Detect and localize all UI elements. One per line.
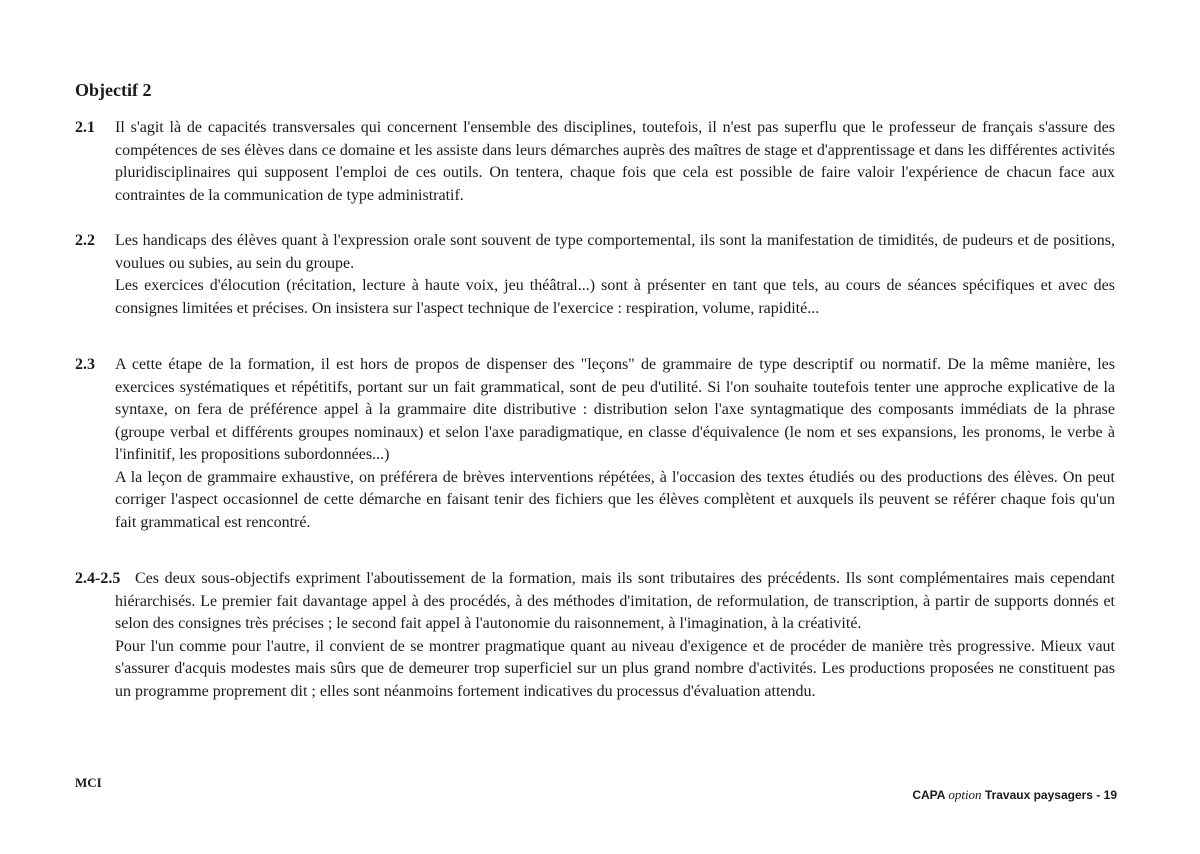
footer-prefix: CAPA [912,788,945,802]
section-number: 2.1 [75,119,95,136]
paragraph: A la leçon de grammaire exhaustive, on préférera de brèves interventions répétées, à l'occasion des textes étudiés ou des productions des élèves. On peut corriger l'aspect occasionnel de cette démarche en faisant tenir des fichiers que les élèves complètent et auxquels ils peuvent se référer chaque fois qu'un fait grammatical est rencontré. [115,468,1115,531]
section-number: 2.2 [75,232,95,249]
footer-italic: option [948,787,982,802]
section-number: 2.3 [75,356,95,373]
paragraph: Pour l'un comme pour l'autre, il convient de se montrer pragmatique quant au niveau d'exigence et de procéder de manière très progressive. Mieux vaut s'assurer d'acquis modestes mais sûrs que de demeurer trop superficiel sur un plus grand nombre d'activités. Les productions proposées ne constituent pas un programme proprement dit ; elles sont néanmoins fortement indicatives du processus d'évaluation attendu. [115,637,1115,700]
section-body [75,354,1115,534]
paragraph: Ces deux sous-objectifs expriment l'aboutissement de la formation, mais ils sont tributaires des précédents. Ils sont complémentaires mais cependant hiérarchisés. Le premier fait davantage appel à des procédés, à des méthodes d'imitation, de reformulation, de transcription, à partir de supports donnés et selon des consignes très précises ; le second fait appel à l'autonomie du raisonnement, à l'imagination, à la créativité. [115,570,1115,632]
paragraph: Les handicaps des élèves quant à l'expression orale sont souvent de type comportemental, ils sont la manifestation de timidités, de pudeurs et de positions, voulues ou subies, au sein du groupe. [115,232,1115,272]
footer-page-label [912,787,1117,803]
paragraph: Les exercices d'élocution (récitation, lecture à haute voix, jeu théâtral...) sont à présenter en tant que tels, au cours de séances spécifiques et avec des consignes limitées et précises. On insistera sur l'aspect technique de l'exercice : respiration, volume, rapidité... [115,277,1115,317]
section-body [75,117,1115,207]
section-body [75,568,1115,703]
section-2-3 [75,354,1115,534]
section-2-4-2-5 [75,568,1115,703]
section-number: 2.4-2.5 [75,570,121,587]
section-2-1 [75,117,1115,207]
footer-left-label: MCI [75,775,102,790]
footer-suffix: Travaux paysagers - 19 [984,788,1117,802]
section-2-2 [75,230,1115,320]
section-heading: Objectif 2 [75,80,152,100]
paragraph: Il s'agit là de capacités transversales qui concernent l'ensemble des disciplines, toutefois, il n'est pas superflu que le professeur de français s'assure des compétences de ses élèves dans ce domaine et les assiste dans leurs démarches auprès des maîtres de stage et d'apprentissage et dans les différentes activités pluridisciplinaires qui supposent l'emploi de ces outils. On tentera, chaque fois que cela est possible de faire valoir l'expérience de chacun face aux contraintes de la communication de type administratif. [115,119,1115,204]
paragraph: A cette étape de la formation, il est hors de propos de dispenser des "leçons" de grammaire de type descriptif ou normatif. De la même manière, les exercices systématiques et répétitifs, portant sur un fait grammatical, sont de peu d'utilité. Si l'on souhaite toutefois tenter une approche explicative de la syntaxe, on fera de préférence appel à la grammaire dite distributive : distribution selon l'axe syntagmatique des composants immédiats de la phrase (groupe verbal et différents groupes nominaux) et selon l'axe paradigmatique, en classe d'équivalence (le nom et ses expansions, les pronoms, le verbe à l'infinitif, les propositions subordonnées...) [115,356,1115,463]
section-body [75,230,1115,320]
